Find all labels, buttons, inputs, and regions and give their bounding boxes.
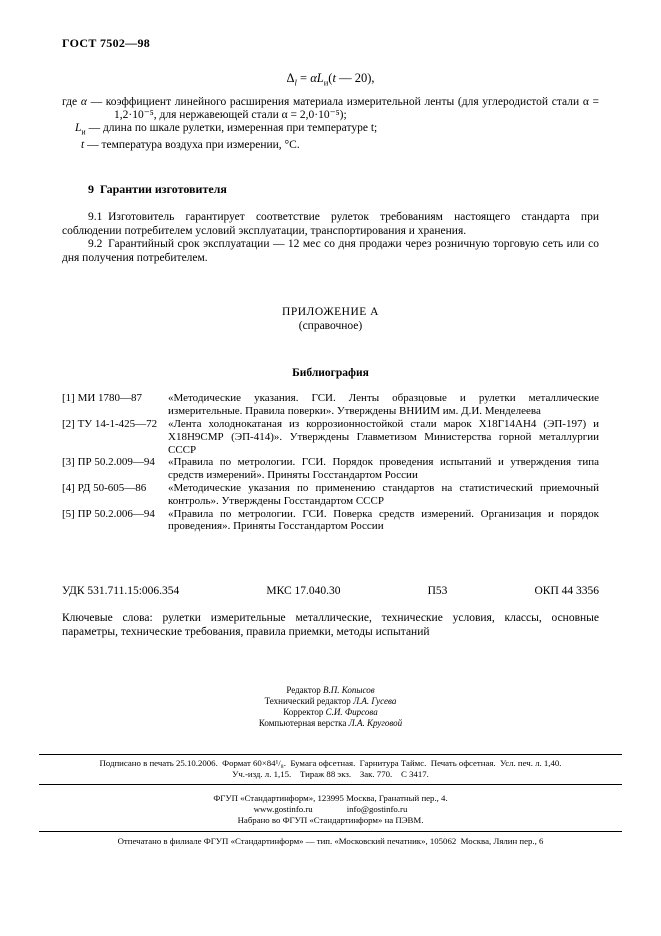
staff-name: Л.А. Гусева — [353, 695, 397, 706]
publisher-block — [62, 793, 599, 825]
staff-name: В.П. Копысов — [323, 685, 375, 696]
mks-code: МКС 17.040.30 — [266, 585, 341, 598]
appendix-subtitle: (справочное) — [298, 320, 363, 333]
bibliography-text: «Правила по метрологии. ГСИ. Поверка средств измерений. Организация и порядок проведения». Приняты Госстандартом России — [168, 507, 599, 533]
staff-line — [62, 707, 599, 718]
divider — [39, 784, 622, 785]
clause-9-2: 9.2 Гарантийный срок эксплуатации — 12 мес со дня продажи через розничную торговую сеть или со дня получения потребителем. — [62, 238, 599, 264]
p-code: П53 — [427, 585, 448, 598]
staff-line — [62, 685, 599, 696]
bibliography-ref: [1] МИ 1780—87 — [62, 392, 143, 405]
bibliography-entry — [62, 392, 599, 418]
definition-term-sub: и — [81, 127, 86, 137]
definition-text: коэффициент линейного расширения материала измерительной ленты (для углеродистой стали α = 1,2·10⁻⁵, для нержавеющей стали α = 2,0·10⁻⁵); — [105, 95, 600, 121]
formula-alpha-L: αL — [310, 71, 324, 85]
bibliography-text: «Правила по метрологии. ГСИ. Порядок проведения испытаний и утверждения типа средств измерений». Приняты Госстандартом России — [168, 456, 599, 482]
definition-L — [75, 122, 599, 139]
bibliography-entry — [62, 508, 599, 534]
staff-role: Редактор — [286, 685, 321, 696]
bibliography-ref: [2] ТУ 14-1-425—72 — [62, 418, 158, 431]
formula-delta-sub: l — [294, 77, 297, 88]
definition-dash: — — [90, 95, 103, 108]
bibliography-entry — [62, 418, 599, 456]
appendix-title: ПРИЛОЖЕНИЕ А — [282, 306, 379, 319]
printing-house-line: Отпечатано в филиале ФГУП «Стандартинформ» — тип. «Московский печатник», 105062 Москва, Лялин пер., 6 — [117, 836, 544, 847]
definitions-block — [62, 96, 599, 153]
bibliography-ref: [3] ПР 50.2.009—94 — [62, 456, 155, 469]
staff-name: Л.А. Круговой — [348, 717, 403, 728]
definition-text: температура воздуха при измерении, °С. — [101, 139, 300, 152]
divider — [39, 831, 622, 832]
publisher-contacts — [62, 804, 599, 815]
formula-L-sub: и — [323, 77, 329, 88]
formula-paren: ( — [328, 71, 333, 85]
bibliography-text: «Лента холоднокатаная из коррозионностойкой стали марок Х18Г14АН4 (ЭП-197) и Х18Н9СМР (ЭП-414)». Утверждены Главметизом Министерства горной металлургии СССР — [168, 418, 599, 456]
definition-t — [81, 139, 599, 152]
staff-line — [62, 718, 599, 729]
staff-block — [62, 685, 599, 728]
formula-tail: — 20), — [335, 71, 375, 85]
publisher-address: ФГУП «Стандартинформ», 123995 Москва, Гранатный пер., 4. — [213, 793, 448, 804]
bibliography-ref: [4] РД 50-605—86 — [62, 482, 147, 494]
appendix-heading — [62, 305, 599, 333]
imprint-block — [62, 758, 599, 780]
doc-number: ГОСТ 7502—98 — [62, 36, 151, 50]
definition-text: длина по шкале рулетки, измеренная при температуре t; — [102, 122, 378, 135]
bibliography-text: «Методические указания. ГСИ. Ленты образцовые и рулетки металлические измерительные. Правила поверки». Утверждены ВНИИМ им. Д.И. Менделеева — [168, 392, 599, 418]
clause-9-1: 9.1 Изготовитель гарантирует соответствие рулеток требованиям настоящего стандарта при соблюдении потребителем условий эксплуатации, транспортирования и хранения. — [62, 211, 599, 237]
codes-row — [62, 585, 599, 597]
formula-equals: = — [296, 71, 311, 85]
staff-line — [62, 696, 599, 707]
staff-role: Корректор — [283, 706, 324, 717]
staff-name: С.И. Фирсова — [325, 706, 378, 717]
definition-term: L — [75, 122, 82, 135]
keywords-paragraph: Ключевые слова: рулетки измерительные металлические, технические условия, классы, основные параметры, технические требования, правила приемки, методы испытаний — [62, 612, 599, 638]
formula — [62, 71, 599, 88]
staff-role: Компьютерная верстка — [258, 717, 347, 728]
udk-code: УДК 531.711.15:006.354 — [62, 585, 180, 598]
definition-term: t — [81, 139, 85, 152]
definition-alpha — [62, 96, 599, 123]
formula-t: t — [332, 71, 336, 85]
formula-delta: Δ — [286, 71, 295, 85]
bibliography-entry — [62, 482, 599, 508]
staff-role: Технический редактор — [264, 695, 351, 706]
bibliography-text: «Методические указания по применению стандартов на статистический приемочный контроль». Утверждены Госстандартом СССР — [168, 482, 599, 507]
publisher-email: info@gostinfo.ru — [346, 803, 408, 814]
definitions-intro: где — [62, 95, 78, 108]
bibliography-list — [62, 392, 599, 533]
okp-code: ОКП 44 3356 — [534, 585, 599, 598]
imprint-line-1: Подписано в печать 25.10.2006. Формат 60×84¹/₈. Бумага офсетная. Гарнитура Таймс. Печать офсетная. Усл. печ. л. 1,40. — [99, 758, 562, 769]
definition-term: α — [80, 95, 87, 108]
bibliography-ref: [5] ПР 50.2.006—94 — [62, 507, 155, 520]
definition-dash: — — [87, 139, 99, 152]
publisher-website: www.gostinfo.ru — [253, 803, 313, 814]
divider — [39, 754, 622, 755]
section-9-title: 9 Гарантии изготовителя — [88, 182, 227, 197]
publisher-typeset-note: Набрано во ФГУП «Стандартинформ» на ПЭВМ. — [237, 814, 424, 825]
imprint-line-2: Уч.-изд. л. 1,15. Тираж 88 экз. Зак. 770. С 3417. — [232, 769, 429, 780]
bibliography-title: Библиография — [292, 367, 369, 380]
definition-dash: — — [88, 122, 101, 135]
bibliography-entry — [62, 456, 599, 482]
